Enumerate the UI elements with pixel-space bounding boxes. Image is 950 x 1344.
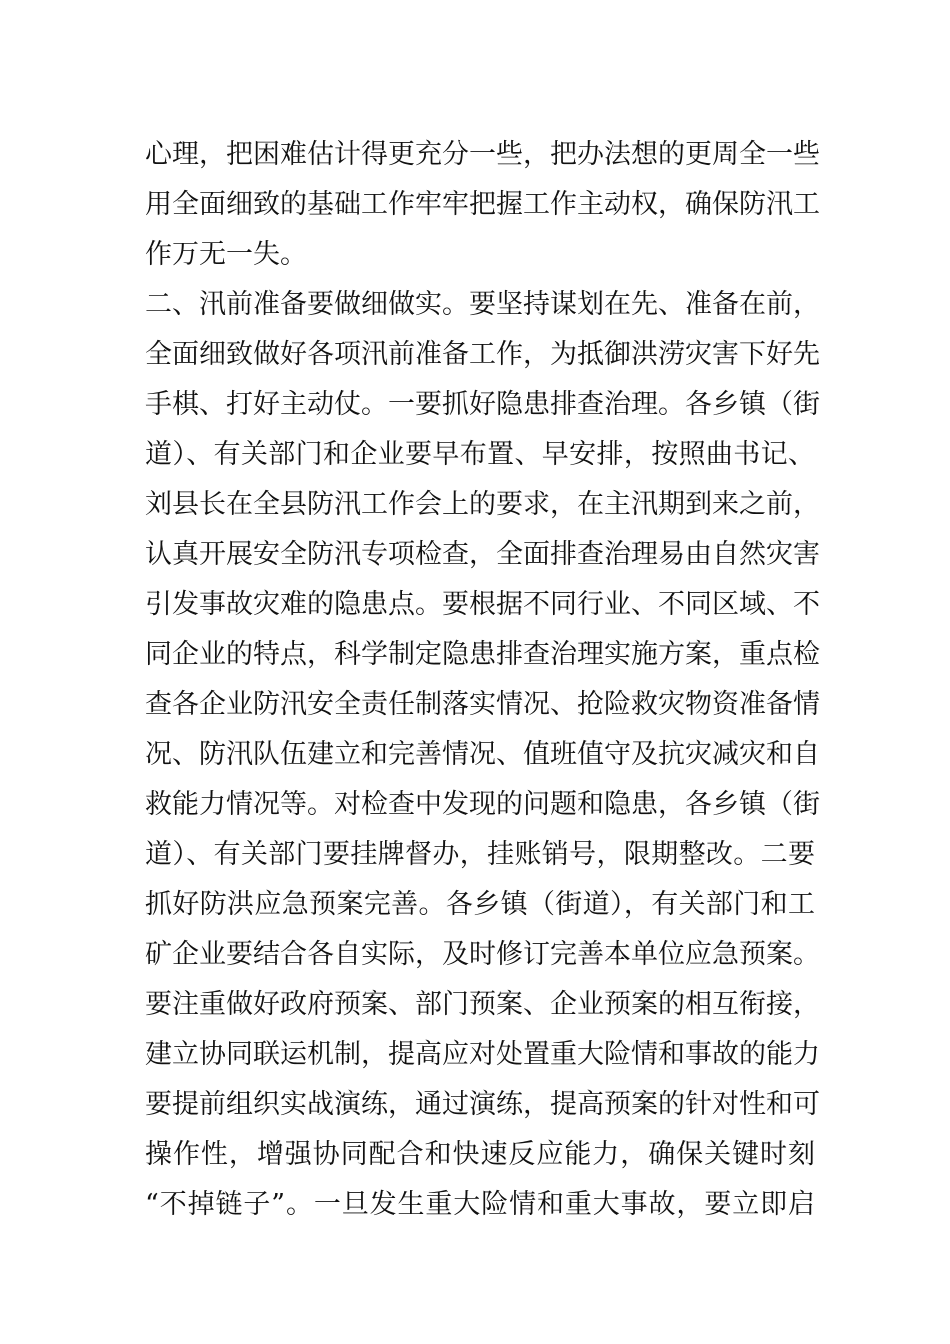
text-line: “不掉链子”。一旦发生重大险情和重大事故，要立即启 [145, 1189, 815, 1220]
text-line: 同企业的特点，科学制定隐患排查治理实施方案，重点检 [145, 639, 820, 670]
text-line: 刘县长在全县防汛工作会上的要求，在主汛期到来之前， [145, 489, 820, 520]
text-line: 操作性，增强协同配合和快速反应能力，确保关键时刻 [145, 1139, 815, 1170]
text-line: 作万无一失。 [145, 239, 307, 270]
text-line: 引发事故灾难的隐患点。要根据不同行业、不同区域、不 [145, 589, 820, 620]
text-line: 况、防汛队伍建立和完善情况、值班值守及抗灾减灾和自 [145, 739, 820, 770]
text-line: 抓好防洪应急预案完善。各乡镇（街道），有关部门和工 [145, 889, 815, 920]
text-line: 用全面细致的基础工作牢牢把握工作主动权，确保防汛工 [145, 189, 820, 220]
text-line: 二、汛前准备要做细做实。要坚持谋划在先、准备在前， [145, 289, 820, 320]
text-line: 要注重做好政府预案、部门预案、企业预案的相互衔接， [145, 989, 820, 1020]
text-line: 道）、有关部门要挂牌督办，挂账销号，限期整改。二要 [145, 839, 815, 870]
text-line: 查各企业防汛安全责任制落实情况、抢险救灾物资准备情 [145, 689, 820, 720]
body-text [145, 130, 820, 1230]
text-line: 心理，把困难估计得更充分一些，把办法想的更周全一些 [145, 139, 820, 170]
text-line: 要提前组织实战演练，通过演练，提高预案的针对性和可 [145, 1089, 820, 1120]
text-line: 救能力情况等。对检查中发现的问题和隐患，各乡镇（街 [145, 789, 820, 820]
text-line: 认真开展安全防汛专项检查，全面排查治理易由自然灾害 [145, 539, 820, 570]
text-line: 手棋、打好主动仗。一要抓好隐患排查治理。各乡镇（街 [145, 389, 820, 420]
text-line: 矿企业要结合各自实际，及时修订完善本单位应急预案。 [145, 939, 820, 970]
text-line: 道）、有关部门和企业要早布置、早安排，按照曲书记、 [145, 439, 815, 470]
text-line: 建立协同联运机制，提高应对处置重大险情和事故的能力 [145, 1039, 820, 1070]
text-line: 全面细致做好各项汛前准备工作，为抵御洪涝灾害下好先 [145, 339, 820, 370]
